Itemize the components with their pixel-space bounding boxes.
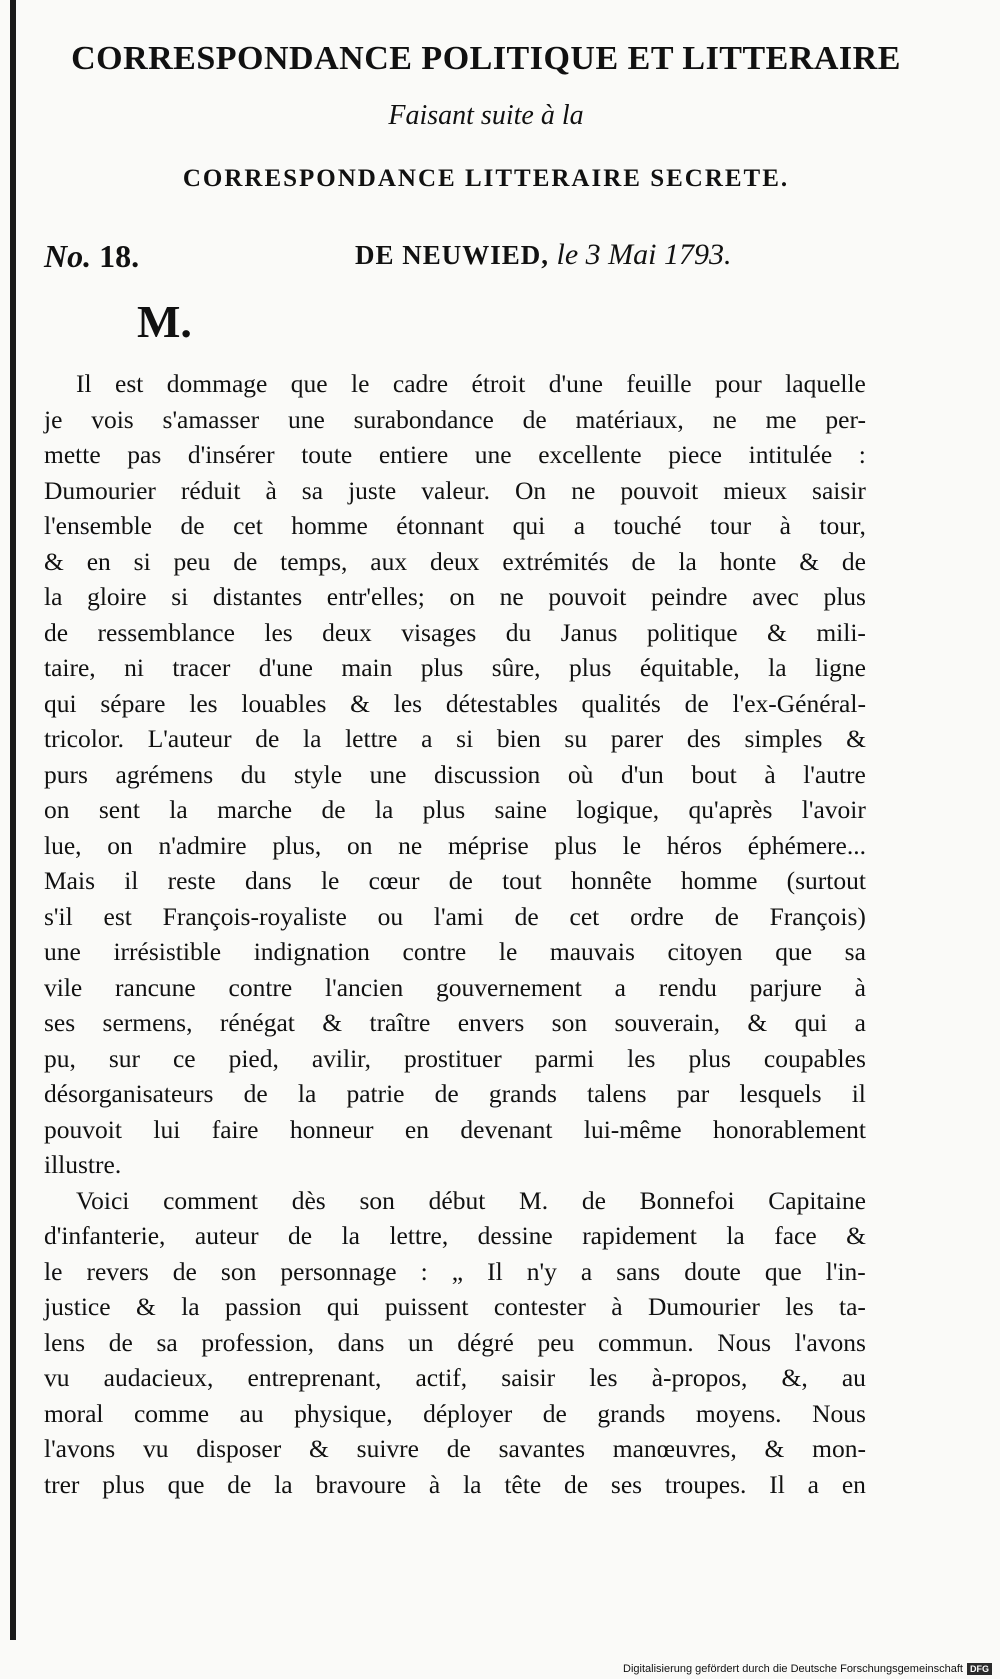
salutation-initial: M. xyxy=(137,296,192,347)
masthead-subheading: CORRESPONDANCE LITTERAIRE SECRETE. xyxy=(182,165,790,192)
text-line: illustre. xyxy=(44,1150,122,1179)
text-line: & en si peu de temps, aux deux extrémités de la honte & de xyxy=(44,546,866,576)
issue-label: No. xyxy=(44,238,92,274)
dateline xyxy=(355,238,732,272)
text-line: le revers de son personnage : „ Il n'y a sans doute que l'in- xyxy=(44,1256,866,1286)
text-line: pu, sur ce pied, avilir, prostituer parmi les plus coupables xyxy=(44,1043,866,1073)
masthead-subtitle: Faisant suite à la xyxy=(388,100,584,131)
dateline-place: DE NEUWIED, xyxy=(355,240,550,270)
text-line: ses sermens, rénégat & traître envers son souverain, & qui a xyxy=(44,1008,866,1037)
text-line: lens de sa profession, dans un dégré peu commun. Nous l'avons xyxy=(44,1327,866,1357)
text-line: pouvoit lui faire honneur en devenant lui-même honorablement xyxy=(44,1114,866,1144)
credit-text: Digitalisierung gefördert durch die Deutsche Forschungsgemeinschaft xyxy=(623,1663,963,1675)
text-line: Mais il reste dans le cœur de tout honnête homme (surtout xyxy=(44,866,866,895)
text-line: purs agrémens du style une discussion où d'un bout à l'autre xyxy=(44,759,866,789)
text-line: tricolor. L'auteur de la lettre a si bien su parer des simples & xyxy=(44,724,866,753)
text-line: qui sépare les louables & les détestables qualités de l'ex-Général- xyxy=(44,688,866,718)
text-line: une irrésistible indignation contre le mauvais citoyen que sa xyxy=(44,937,866,966)
text-line: trer plus que de la bravoure à la tête de ses troupes. Il a en xyxy=(44,1469,866,1499)
text-line: d'infanterie, auteur de la lettre, dessine rapidement la face & xyxy=(44,1221,866,1250)
text-line: vu audacieux, entreprenant, actif, saisir les à-propos, &, au xyxy=(44,1363,866,1392)
issue-number xyxy=(44,238,139,275)
text-line: justice & la passion qui puissent contester à Dumourier les ta- xyxy=(44,1292,866,1321)
binding-edge xyxy=(10,0,16,1640)
text-line: moral comme au physique, déployer de grands moyens. Nous xyxy=(44,1398,866,1428)
text-line: vile rancune contre l'ancien gouvernement a rendu parjure à xyxy=(44,972,866,1002)
digitization-credit xyxy=(623,1663,992,1675)
text-line: désorganisateurs de la patrie de grands talens par lesquels il xyxy=(44,1079,866,1108)
text-line: taire, ni tracer d'une main plus sûre, plus équitable, la ligne xyxy=(44,653,866,682)
masthead-title: CORRESPONDANCE POLITIQUE ET LITTERAIRE xyxy=(71,40,901,77)
issue-value: 18. xyxy=(99,238,140,274)
dateline-date: le 3 Mai 1793. xyxy=(556,238,732,271)
article-body xyxy=(44,366,866,1502)
text-line: mette pas d'insérer toute entiere une excellente piece intitulée : xyxy=(44,440,866,469)
text-line: de ressemblance les deux visages du Janus politique & mili- xyxy=(44,617,866,647)
text-line: je vois s'amasser une surabondance de matériaux, ne me per- xyxy=(44,404,866,434)
text-line: on sent la marche de la plus saine logique, qu'après l'avoir xyxy=(44,795,866,824)
text-line: l'ensemble de cet homme étonnant qui a touché tour à tour, xyxy=(44,511,866,540)
dfg-logo: DFG xyxy=(967,1663,992,1675)
text-line: lue, on n'admire plus, on ne méprise plus le héros éphémere... xyxy=(44,830,866,860)
text-line: la gloire si distantes entr'elles; on ne pouvoit peindre avec plus xyxy=(44,582,866,611)
text-line: s'il est François-royaliste ou l'ami de cet ordre de François) xyxy=(44,901,866,931)
text-line: Il est dommage que le cadre étroit d'une feuille pour laquelle xyxy=(76,369,866,398)
text-line: Voici comment dès son début M. de Bonnefoi Capitaine xyxy=(76,1185,866,1215)
text-line: Dumourier réduit à sa juste valeur. On ne pouvoit mieux saisir xyxy=(44,475,866,505)
text-line: l'avons vu disposer & suivre de savantes manœuvres, & mon- xyxy=(44,1434,866,1463)
